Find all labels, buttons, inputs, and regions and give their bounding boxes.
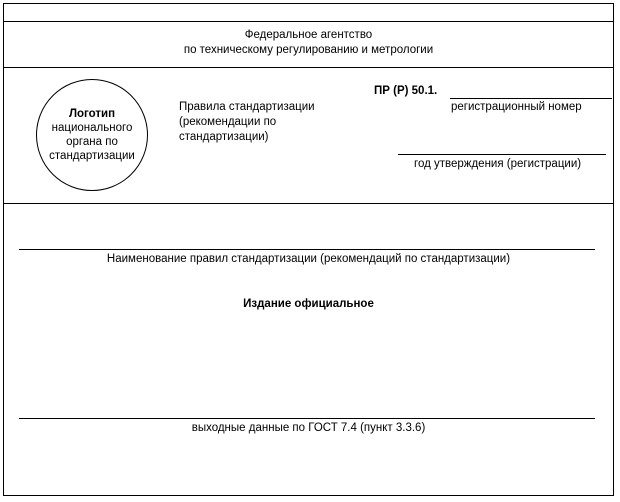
agency-header: [3, 28, 614, 58]
agency-line-2: по техническому регулированию и метрологии: [183, 44, 434, 56]
agency-line-1: Федеральное агентство: [244, 29, 373, 41]
output-data-label: выходные данные по ГОСТ 7.4 (пункт 3.3.6): [191, 422, 426, 434]
rules-title: [179, 100, 339, 145]
rules-name-label: Наименование правил стандартизации (рекомендаций по стандартизации): [106, 253, 511, 265]
approval-year-line: [398, 154, 606, 155]
logo-line-2: национального: [51, 122, 133, 134]
rules-line-2: (рекомендации по: [179, 116, 277, 128]
output-data-line: [19, 418, 595, 419]
logo-placeholder: [36, 79, 148, 191]
registration-number-line: [450, 98, 612, 99]
rules-name-line: [19, 249, 595, 250]
approval-year-label: год утверждения (регистрации): [414, 158, 582, 170]
middle-divider: [3, 203, 614, 204]
document-code: ПР (Р) 50.1.: [374, 85, 438, 97]
logo-line-3: органа по: [66, 136, 118, 148]
header-divider-top: [3, 21, 614, 22]
official-edition-label: Издание официальное: [243, 298, 374, 310]
rules-line-1: Правила стандартизации: [179, 101, 315, 113]
logo-line-4: стандартизации: [49, 150, 135, 162]
rules-line-3: стандартизации): [179, 131, 269, 143]
logo-title: Логотип: [68, 108, 116, 120]
registration-number-label: регистрационный номер: [451, 101, 582, 113]
header-divider-bottom: [3, 67, 614, 68]
